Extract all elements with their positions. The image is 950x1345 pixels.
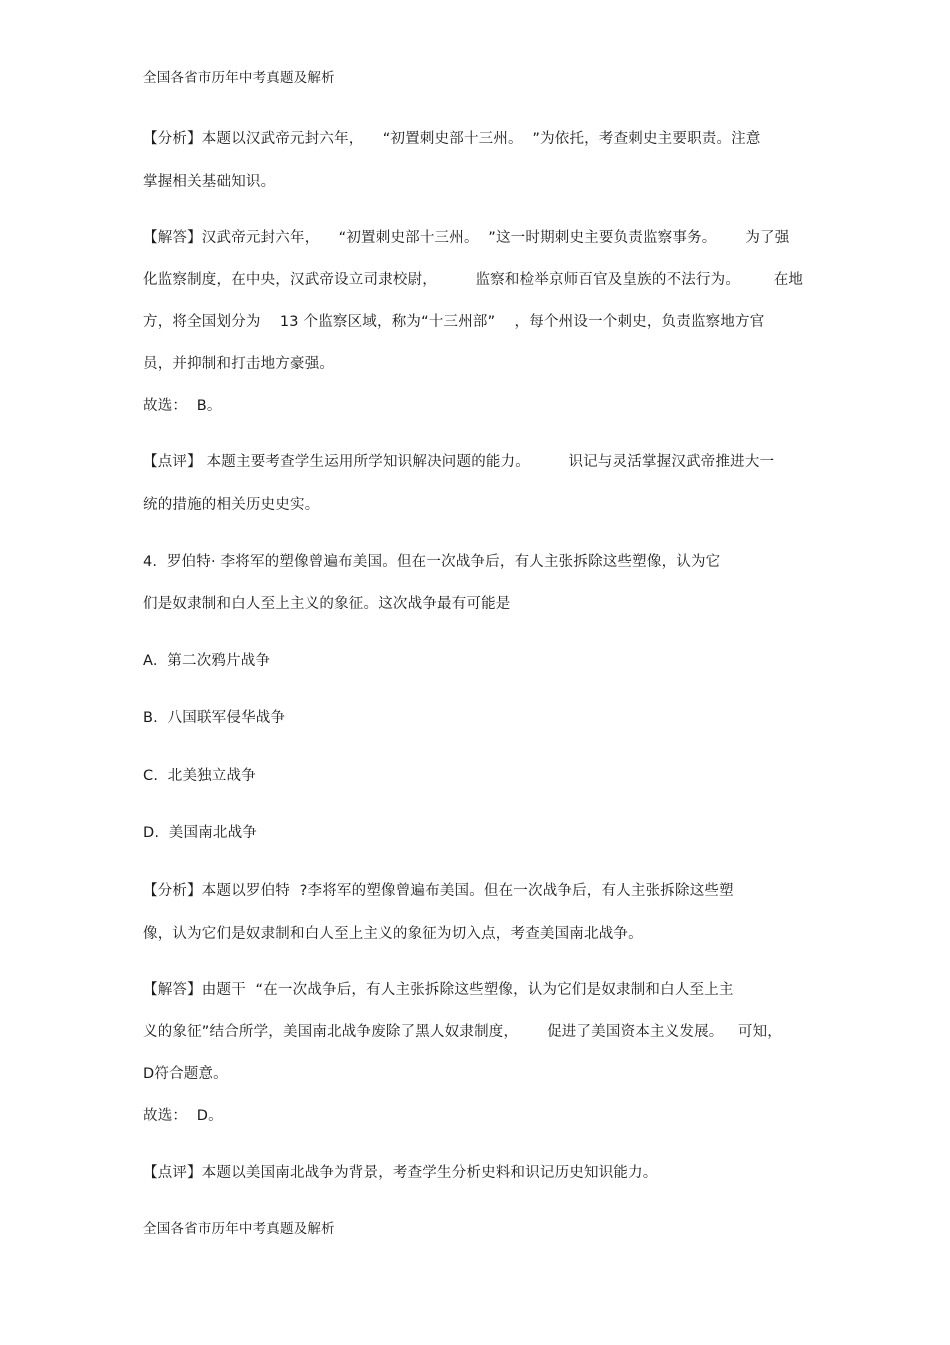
option-a: A. 第二次鸦片战争 bbox=[143, 653, 271, 669]
choice-q3: 故选： B。 bbox=[143, 398, 222, 414]
answer-q3-line-3: 方，将全国划分为 13 个监察区域，称为“十三州部” ，每个州设一个刺史，负责监察地方官 bbox=[143, 314, 765, 330]
page-header: 全国各省市历年中考真题及解析 bbox=[143, 70, 335, 86]
option-b: B. 八国联军侵华战争 bbox=[143, 710, 286, 726]
option-d: D. 美国南北战争 bbox=[143, 825, 257, 841]
page-footer: 全国各省市历年中考真题及解析 bbox=[143, 1221, 335, 1237]
analysis-q4-line-1: 【分析】本题以罗伯特 ?李将军的塑像曾遍布美国。但在一次战争后，有人主张拆除这些塑 bbox=[143, 883, 734, 899]
choice-q4: 故选： D。 bbox=[143, 1108, 223, 1124]
answer-q4-line-1: 【解答】由题干 “在一次战争后，有人主张拆除这些塑像，认为它们是奴隶制和白人至上主 bbox=[143, 982, 734, 998]
answer-q4-line-2: 义的象征”结合所学，美国南北战争废除了黑人奴隶制度， 促进了美国资本主义发展。 可知， bbox=[143, 1024, 782, 1040]
comment-q3-line-2: 统的措施的相关历史史实。 bbox=[143, 497, 320, 513]
comment-q3-line-1: 【点评】 本题主要考查学生运用所学知识解决问题的能力。 识记与灵活掌握汉武帝推进大一 bbox=[143, 454, 775, 470]
question-4-line-1: 4. 罗伯特· 李将军的塑像曾遍布美国。但在一次战争后，有人主张拆除这些塑像，认为它 bbox=[143, 554, 721, 570]
answer-q3-line-1: 【解答】汉武帝元封六年， “初置刺史部十三州。 ”这一时期刺史主要负责监察事务。 为了强 bbox=[143, 230, 790, 246]
answer-q3-line-4: 员，并抑制和打击地方豪强。 bbox=[143, 356, 335, 372]
comment-q4: 【点评】本题以美国南北战争为背景，考查学生分析史料和识记历史知识能力。 bbox=[143, 1165, 658, 1181]
option-c: C. 北美独立战争 bbox=[143, 768, 256, 784]
analysis-q3-line-2: 掌握相关基础知识。 bbox=[143, 174, 276, 190]
answer-q3-line-2: 化监察制度，在中央，汉武帝设立司隶校尉， 监察和检举京师百官及皇族的不法行为。 在地 bbox=[143, 272, 804, 288]
answer-q4-line-3: D符合题意。 bbox=[143, 1066, 228, 1082]
question-4-line-2: 们是奴隶制和白人至上主义的象征。这次战争最有可能是 bbox=[143, 596, 511, 612]
analysis-q4-line-2: 像，认为它们是奴隶制和白人至上主义的象征为切入点，考查美国南北战争。 bbox=[143, 926, 643, 942]
analysis-q3-line-1: 【分析】本题以汉武帝元封六年， “初置刺史部十三州。 ”为依托，考查刺史主要职责。注意 bbox=[143, 131, 761, 147]
